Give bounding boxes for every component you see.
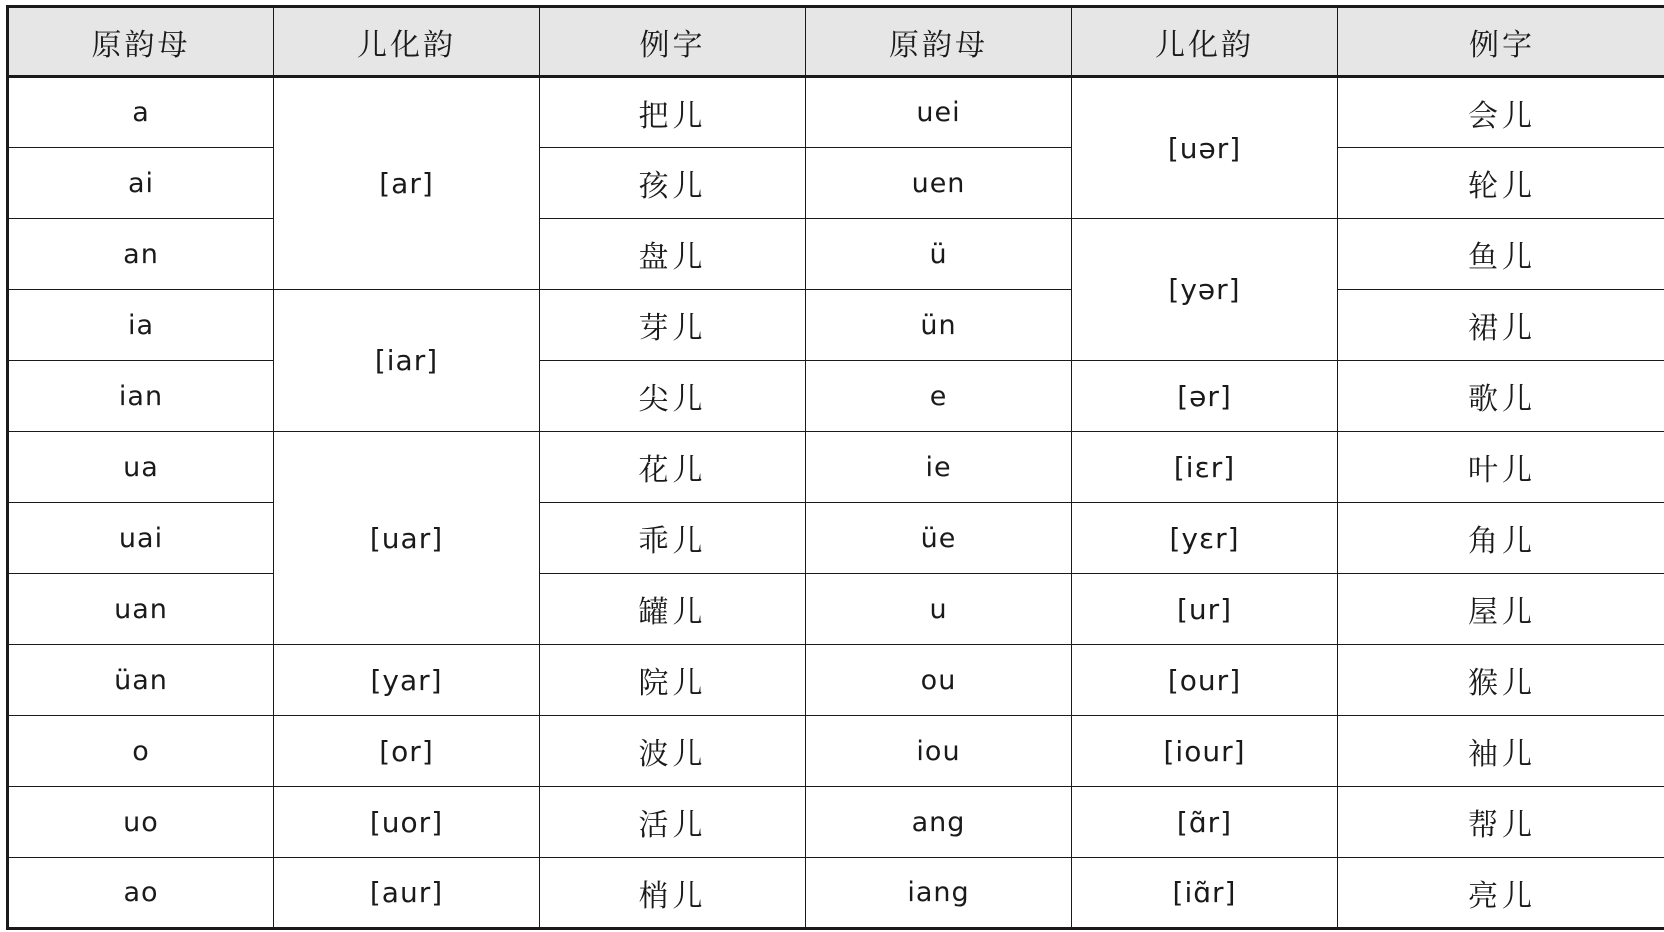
table-row bbox=[8, 716, 1664, 787]
rhotacization-table bbox=[6, 5, 1664, 930]
original-final-cell: ao bbox=[8, 858, 274, 929]
example-word-cell: 叶儿 bbox=[1338, 432, 1664, 503]
rhotic-final-cell: [or] bbox=[274, 716, 540, 787]
table-row bbox=[8, 361, 1664, 432]
original-final-cell: ou bbox=[806, 645, 1072, 716]
example-word-cell: 轮儿 bbox=[1338, 148, 1664, 219]
example-word-cell: 裙儿 bbox=[1338, 290, 1664, 361]
original-final-cell: u bbox=[806, 574, 1072, 645]
example-word-cell: 盘儿 bbox=[540, 219, 806, 290]
rhotic-final-cell: [yər] bbox=[1072, 219, 1338, 361]
table-header bbox=[8, 7, 1664, 77]
table-row bbox=[8, 574, 1664, 645]
rhotic-final-cell: [our] bbox=[1072, 645, 1338, 716]
original-final-cell: ai bbox=[8, 148, 274, 219]
rhotic-final-cell: [uor] bbox=[274, 787, 540, 858]
example-word-cell: 把儿 bbox=[540, 77, 806, 148]
example-word-cell: 尖儿 bbox=[540, 361, 806, 432]
header-original-final-right: 原韵母 bbox=[806, 7, 1072, 77]
rhotic-final-cell: [uar] bbox=[274, 432, 540, 645]
original-final-cell: e bbox=[806, 361, 1072, 432]
table-row bbox=[8, 858, 1664, 929]
header-rhotic-final-right: 儿化韵 bbox=[1072, 7, 1338, 77]
rhotic-final-cell: [yar] bbox=[274, 645, 540, 716]
original-final-cell: üan bbox=[8, 645, 274, 716]
original-final-cell: ua bbox=[8, 432, 274, 503]
original-final-cell: uo bbox=[8, 787, 274, 858]
original-final-cell: ang bbox=[806, 787, 1072, 858]
example-word-cell: 活儿 bbox=[540, 787, 806, 858]
rhotic-final-cell: [ar] bbox=[274, 77, 540, 290]
original-final-cell: ie bbox=[806, 432, 1072, 503]
rhotic-final-cell: [yɛr] bbox=[1072, 503, 1338, 574]
original-final-cell: ian bbox=[8, 361, 274, 432]
example-word-cell: 会儿 bbox=[1338, 77, 1664, 148]
table-row bbox=[8, 432, 1664, 503]
original-final-cell: an bbox=[8, 219, 274, 290]
rhotic-final-cell: [iɛr] bbox=[1072, 432, 1338, 503]
example-word-cell: 帮儿 bbox=[1338, 787, 1664, 858]
rhotic-final-cell: [uər] bbox=[1072, 77, 1338, 219]
example-word-cell: 角儿 bbox=[1338, 503, 1664, 574]
table-row bbox=[8, 219, 1664, 290]
original-final-cell: uen bbox=[806, 148, 1072, 219]
example-word-cell: 猴儿 bbox=[1338, 645, 1664, 716]
header-row bbox=[8, 7, 1664, 77]
original-final-cell: ia bbox=[8, 290, 274, 361]
rhotacization-table-container bbox=[6, 5, 1664, 930]
table-row bbox=[8, 503, 1664, 574]
rhotic-final-cell: [ur] bbox=[1072, 574, 1338, 645]
table-row bbox=[8, 148, 1664, 219]
header-example-left: 例字 bbox=[540, 7, 806, 77]
original-final-cell: a bbox=[8, 77, 274, 148]
table-row bbox=[8, 645, 1664, 716]
example-word-cell: 波儿 bbox=[540, 716, 806, 787]
example-word-cell: 芽儿 bbox=[540, 290, 806, 361]
rhotic-final-cell: [iɑ̃r] bbox=[1072, 858, 1338, 929]
example-word-cell: 梢儿 bbox=[540, 858, 806, 929]
original-final-cell: üe bbox=[806, 503, 1072, 574]
example-word-cell: 歌儿 bbox=[1338, 361, 1664, 432]
rhotic-final-cell: [ɑ̃r] bbox=[1072, 787, 1338, 858]
header-rhotic-final-left: 儿化韵 bbox=[274, 7, 540, 77]
table-body bbox=[8, 77, 1664, 929]
table-row bbox=[8, 787, 1664, 858]
example-word-cell: 鱼儿 bbox=[1338, 219, 1664, 290]
rhotic-final-cell: [ər] bbox=[1072, 361, 1338, 432]
original-final-cell: ü bbox=[806, 219, 1072, 290]
original-final-cell: o bbox=[8, 716, 274, 787]
header-example-right: 例字 bbox=[1338, 7, 1664, 77]
table-row bbox=[8, 77, 1664, 148]
original-final-cell: iou bbox=[806, 716, 1072, 787]
original-final-cell: uai bbox=[8, 503, 274, 574]
table-row bbox=[8, 290, 1664, 361]
example-word-cell: 孩儿 bbox=[540, 148, 806, 219]
example-word-cell: 乖儿 bbox=[540, 503, 806, 574]
rhotic-final-cell: [iar] bbox=[274, 290, 540, 432]
example-word-cell: 院儿 bbox=[540, 645, 806, 716]
example-word-cell: 屋儿 bbox=[1338, 574, 1664, 645]
example-word-cell: 花儿 bbox=[540, 432, 806, 503]
rhotic-final-cell: [iour] bbox=[1072, 716, 1338, 787]
example-word-cell: 亮儿 bbox=[1338, 858, 1664, 929]
rhotic-final-cell: [aur] bbox=[274, 858, 540, 929]
header-original-final-left: 原韵母 bbox=[8, 7, 274, 77]
original-final-cell: uei bbox=[806, 77, 1072, 148]
original-final-cell: iang bbox=[806, 858, 1072, 929]
original-final-cell: ün bbox=[806, 290, 1072, 361]
example-word-cell: 罐儿 bbox=[540, 574, 806, 645]
original-final-cell: uan bbox=[8, 574, 274, 645]
example-word-cell: 袖儿 bbox=[1338, 716, 1664, 787]
